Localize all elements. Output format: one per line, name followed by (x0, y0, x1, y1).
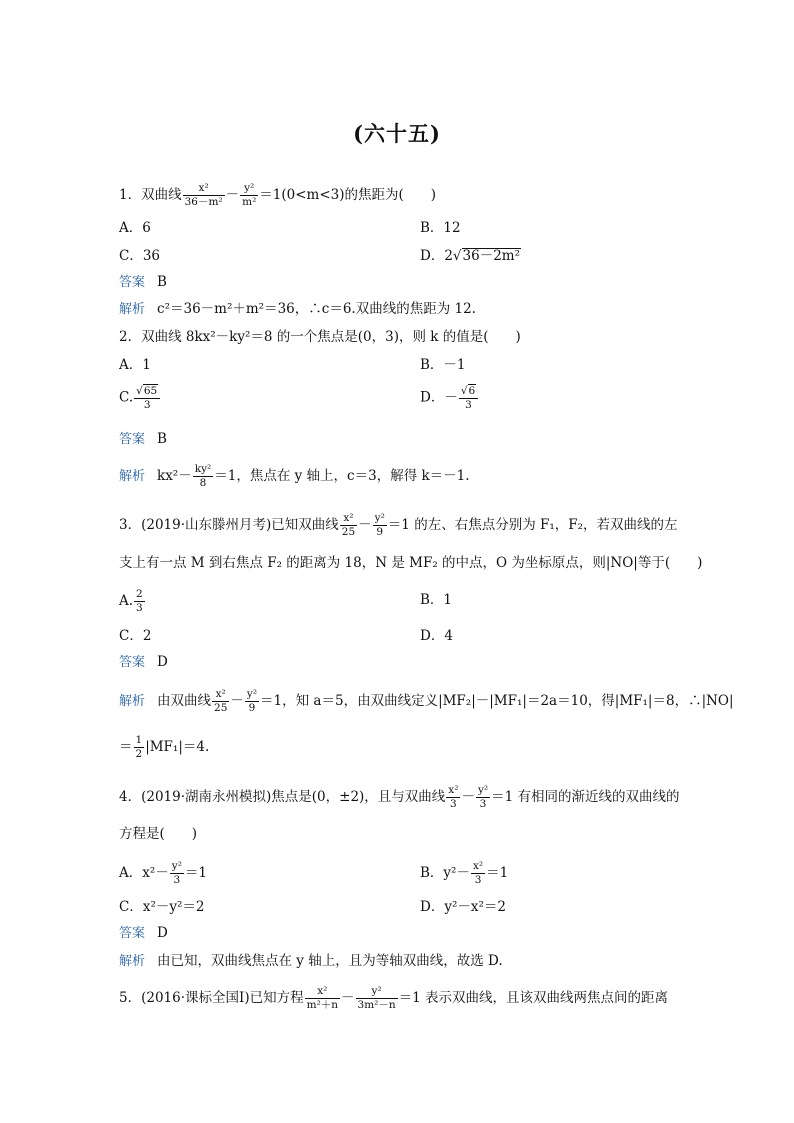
q1-option-d: D．2√36－2m² (420, 248, 521, 264)
q3-solution-line-2: ＝ $\frac{1}{2}$ |MF₁|＝4. (119, 734, 210, 761)
q1-fraction-2: $\frac{\text{y²}}{\text{m²}}$ (242, 182, 257, 209)
q2-solution: 解析 kx²－ $\frac{\text{ky²}}{8}$ ＝1，焦点在 y 轴上，c＝3，解得 k＝－1. (119, 463, 470, 490)
q3-option-b: B．1 (420, 592, 453, 608)
q3-option-a: A. $\frac{2}{3}$ (119, 588, 143, 615)
q1-stem-text: 1．双曲线 (119, 187, 182, 204)
q1-stem-tail: ＝1(0<m<3)的焦距为( ) (259, 187, 437, 204)
q4-option-c: C．x²－y²＝2 (119, 899, 205, 915)
q4-option-b: B．y²－ $\frac{\text{x²}}{3}$ ＝1 (420, 860, 509, 887)
q2-option-b: B．－1 (420, 357, 466, 373)
question-5-stem: 5．(2016·课标全国Ⅰ)已知方程 $\frac{\text{x²}}{\text{m²＋n}}$ － $\frac{\text{y²}}{\text{3m²－n}}$ ＝1 表示双曲线，且该双曲线两焦点间的距离 (119, 985, 669, 1012)
question-1-stem: 1．双曲线 $\frac{\text{x²}}{\text{36－m²}}$ － $\frac{\text{y²}}{\text{m²}}$ ＝1(0<m<3)的焦距为( ) (119, 182, 437, 209)
q1-option-c: C．36 (119, 248, 161, 264)
q3-answer: 答案 D (119, 654, 168, 670)
question-2-stem: 2．双曲线 8kx²－ky²＝8 的一个焦点是(0，3)，则 k 的值是( ) (119, 329, 521, 345)
q1-solution: 解析 c²＝36－m²＋m²＝36，∴c＝6.双曲线的焦距为 12. (119, 301, 476, 317)
question-3-stem-line-2: 支上有一点 M 到右焦点 F₂ 的距离为 18，N 是 MF₂ 的中点，O 为坐标原点，则|NO|等于( ) (119, 555, 703, 571)
q3-option-c: C．2 (119, 628, 152, 644)
q1-option-b: B．12 (420, 220, 461, 236)
q3-solution: 解析 由双曲线 $\frac{\text{x²}}{25}$ － $\frac{\text{y²}}{9}$ ＝1，知 a＝5，由双曲线定义|MF₂|－|MF₁|＝2a＝10，得|MF₁|＝8，∴|NO| (119, 688, 734, 715)
q2-option-d: D．－ $\frac{√6}{3}$ (420, 384, 479, 412)
q2-option-c: C. $\frac{√65}{3}$ (119, 384, 161, 412)
q1-fraction-1: $\frac{\text{x²}}{\text{36－m²}}$ (184, 182, 223, 209)
question-4-stem: 4．(2019·湖南永州模拟)焦点是(0，±2)，且与双曲线 $\frac{\text{x²}}{3}$ － $\frac{\text{y²}}{3}$ ＝1 有相同的渐近线的双曲线的 (119, 784, 680, 811)
q3-option-d: D．4 (420, 628, 453, 644)
page-title: (六十五) (353, 121, 441, 146)
question-3-stem: 3．(2019·山东滕州月考)已知双曲线 $\frac{\text{x²}}{25}$ － $\frac{\text{y²}}{9}$ ＝1 的左、右焦点分别为 F₁，F₂，若双曲线的左 (119, 512, 678, 539)
q2-answer: 答案 B (119, 431, 167, 447)
q4-answer: 答案 D (119, 925, 168, 941)
q1-option-a: A．6 (119, 220, 151, 236)
q1-answer: 答案 B (119, 274, 167, 290)
q2-option-a: A．1 (119, 357, 151, 373)
q4-option-a: A．x²－ $\frac{\text{y²}}{3}$ ＝1 (119, 860, 208, 887)
q4-solution: 解析 由已知，双曲线焦点在 y 轴上，且为等轴双曲线，故选 D. (119, 953, 503, 969)
question-4-stem-line-2: 方程是( ) (119, 826, 198, 842)
q4-option-d: D．y²－x²＝2 (420, 899, 506, 915)
